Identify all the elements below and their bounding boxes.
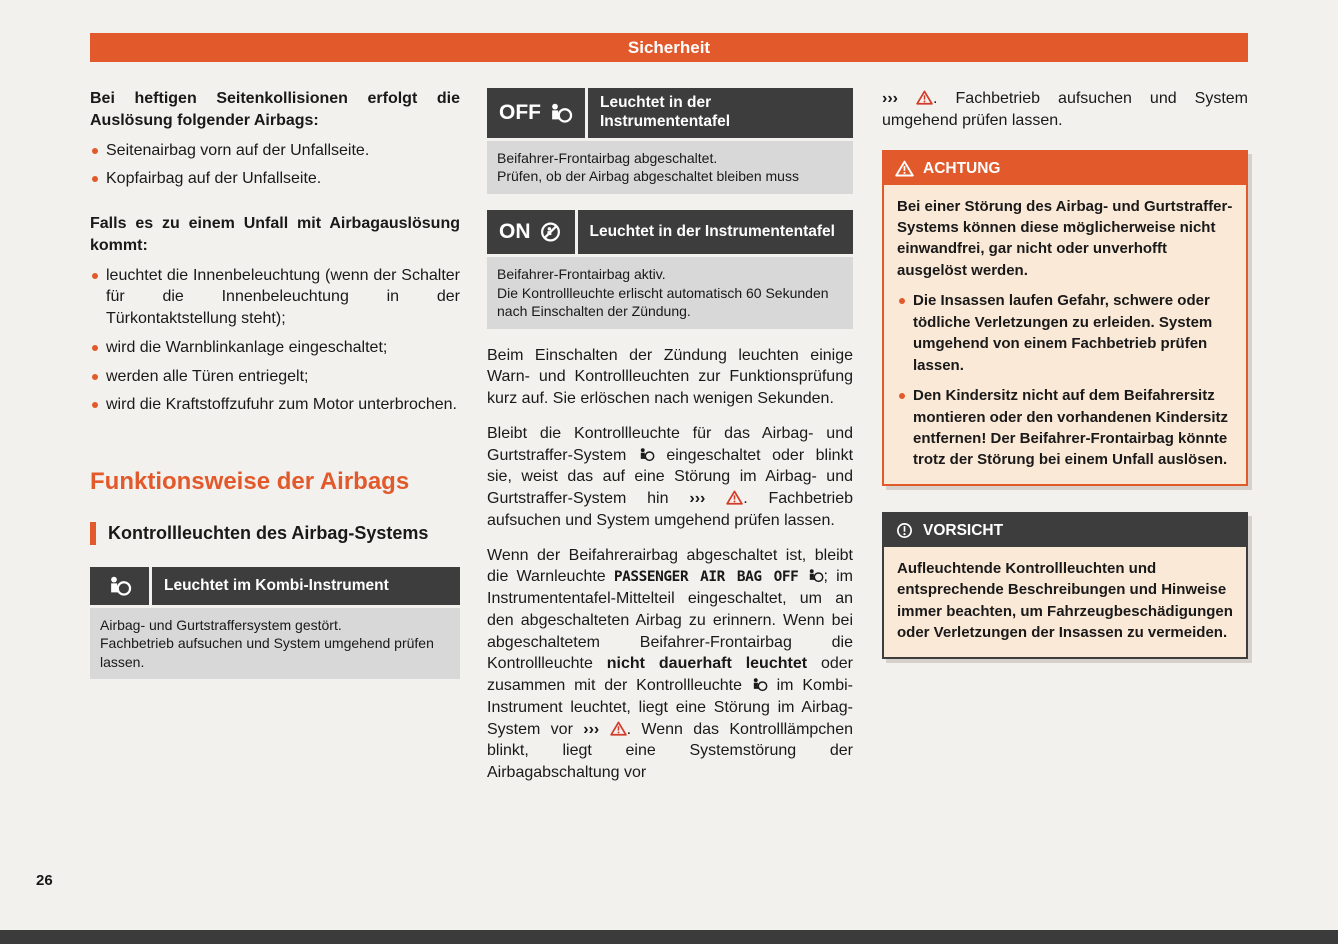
- warning-bullet-list: [897, 290, 1233, 471]
- table-header-label: Leuchtet in der Instrumententafel: [589, 222, 835, 240]
- warn-triangle-icon: [726, 490, 743, 505]
- table-header-label: Leuchtet in der Instrumententafel: [600, 94, 731, 130]
- table-body: [487, 141, 853, 194]
- cross-reference-arrows: ›››: [689, 490, 706, 508]
- page-number: 26: [36, 872, 53, 889]
- kombi-instrument-indicator-table: [90, 567, 460, 679]
- warning-box-title: ACHTUNG: [923, 159, 1001, 177]
- warn-triangle-icon: [916, 90, 933, 105]
- accident-consequences-list: [90, 265, 460, 417]
- paragraph-title: Bei heftigen Seitenkollisionen erfolgt die Auslösung folgender Airbags:: [90, 90, 460, 129]
- list-item: Kopfairbag auf der Unfallseite.: [90, 168, 460, 190]
- table-body-line: Prüfen, ob der Airbag abgeschaltet bleiben muss: [497, 168, 799, 185]
- list-item: Die Insassen laufen Gefahr, schwere oder tödliche Verletzungen zu erleiden. System umgehend von einem Fachbetrieb prüfen lassen.: [897, 290, 1233, 376]
- table-header-label: Leuchtet im Kombi-Instrument: [164, 576, 389, 594]
- table-body-line: Beifahrer-Frontairbag aktiv.: [497, 266, 666, 283]
- caution-box-vorsicht: [882, 512, 1248, 659]
- airbag-icon: [548, 102, 573, 124]
- chapter-header-bar: [90, 33, 1248, 62]
- indicator-symbol-cell: [487, 210, 578, 255]
- warn-triangle-icon: [895, 160, 914, 177]
- footer-bar: [0, 930, 1338, 944]
- list-item: leuchtet die Innenbeleuchtung (wenn der Schalter für die Innenbeleuchtung in der Türkontaktstellung steht);: [90, 265, 460, 330]
- section-heading: Funktionsweise der Airbags: [90, 468, 410, 495]
- body-paragraph: Beim Einschalten der Zündung leuchten einige Warn- und Kontrollleuchten zur Funktionsprüfung kurz auf. Sie erlöschen nach wenigen Sekunden.: [487, 346, 853, 408]
- airbag-icon: [107, 575, 132, 597]
- passenger-airbag-off-table: [487, 88, 853, 194]
- list-item: wird die Warnblinkanlage eingeschaltet;: [90, 337, 460, 359]
- table-body-line: Fachbetrieb aufsuchen und System umgehend prüfen lassen.: [100, 635, 434, 670]
- caution-text: Aufleuchtende Kontrollleuchten und entsprechende Beschreibungen und Hinweise immer beachten, um Fahrzeugbeschädigungen oder Verletzungen der Insassen zu vermeiden.: [897, 559, 1233, 642]
- indicator-symbol-cell: [487, 88, 588, 138]
- passenger-airbag-on-table: [487, 210, 853, 329]
- warning-box-header: [884, 152, 1246, 185]
- airbag-icon: [807, 568, 824, 583]
- side-collision-airbag-list: [90, 140, 460, 191]
- cross-reference-arrows: ›››: [882, 90, 898, 107]
- table-header-row: [90, 567, 460, 605]
- list-item: Den Kindersitz nicht auf dem Beifahrersitz montieren oder den vorhandenen Kindersitz entfernen! Der Beifahrer-Frontairbag könnte trotz der Störung bei einem Unfall auslösen.: [897, 385, 1233, 471]
- paragraph-title: Falls es zu einem Unfall mit Airbagauslösung kommt:: [90, 215, 460, 254]
- airbag-icon: [751, 677, 768, 692]
- circle-exclamation-icon: [895, 522, 914, 539]
- bold-text: nicht dauerhaft leuchtet: [606, 655, 808, 673]
- caution-box-header: [884, 514, 1246, 547]
- warning-box-achtung: [882, 150, 1248, 486]
- table-body-line: Die Kontrollleuchte erlischt automatisch 60 Sekunden nach Einschalten der Zündung.: [497, 284, 829, 320]
- column-left: [90, 88, 460, 695]
- passenger-air-bag-off-indicator: PASSENGER AIR BAG OFF: [613, 569, 799, 586]
- body-paragraph: Wenn der Beifahrerairbag abgeschaltet ist, bleibt die Warnleuchte PASSENGER AIR BAG OFF ; im Instrumententafel-Mittelteil eingeschaltet, um an den abgeschalteten Airbag zu erinnern. Wenn bei abgeschaltetem Beifahrer-Frontairbag die Kontrollleuchte nicht dauerhaft leuchtet oder zusammen mit der Kontrollleuchte im Kombi-Instrument leuchtet, liegt eine Störung im Airbag-System vor ››› . Wenn das Kontrolllämpchen blinkt, liegt eine Systemstörung der Airbagabschaltung vor: [487, 546, 854, 782]
- table-body-line: Airbag- und Gurtstraffersystem gestört.: [100, 616, 342, 633]
- warning-box-body: [884, 185, 1246, 484]
- list-item: wird die Kraftstoffzufuhr zum Motor unterbrochen.: [90, 394, 460, 416]
- indicator-symbol-cell: [90, 567, 152, 605]
- list-item: Seitenairbag vorn auf der Unfallseite.: [90, 140, 460, 162]
- warn-triangle-icon: [610, 721, 627, 736]
- on-label: ON: [499, 219, 531, 243]
- caution-box-title: VORSICHT: [923, 521, 1004, 539]
- continuation-paragraph: ››› . Fachbetrieb aufsuchen und System umgehend prüfen lassen.: [882, 90, 1248, 129]
- airbag-icon: [638, 447, 655, 462]
- cross-reference-arrows: ›››: [583, 720, 600, 738]
- chapter-title: Sicherheit: [627, 37, 711, 57]
- caution-box-body: [884, 547, 1246, 657]
- table-body: [90, 608, 460, 679]
- table-header-row: [487, 210, 853, 255]
- table-header-row: [487, 88, 853, 138]
- spacer: [90, 197, 460, 213]
- subsection-heading: Kontrollleuchten des Airbag-Systems: [90, 522, 460, 545]
- table-body: [487, 257, 853, 328]
- off-label: OFF: [499, 100, 541, 124]
- column-middle: [487, 88, 853, 797]
- warning-lead-text: Bei einer Störung des Airbag- und Gurtstraffer-Systems können diese möglicherweise nicht einwandfrei, gar nicht oder unverhofft ausgelöst werden.: [897, 197, 1233, 279]
- column-right: [882, 88, 1248, 659]
- list-item: werden alle Türen entriegelt;: [90, 366, 460, 388]
- table-body-line: Beifahrer-Frontairbag abgeschaltet.: [497, 149, 718, 166]
- ban-icon: [538, 221, 563, 243]
- body-paragraph: Bleibt die Kontrollleuchte für das Airbag- und Gurtstraffer-System eingeschaltet oder blinkt sie, weist das auf eine Störung im Airbag- und Gurtstraffer-System hin ››› . Fachbetrieb aufsuchen und System umgehend prüfen lassen.: [487, 424, 854, 529]
